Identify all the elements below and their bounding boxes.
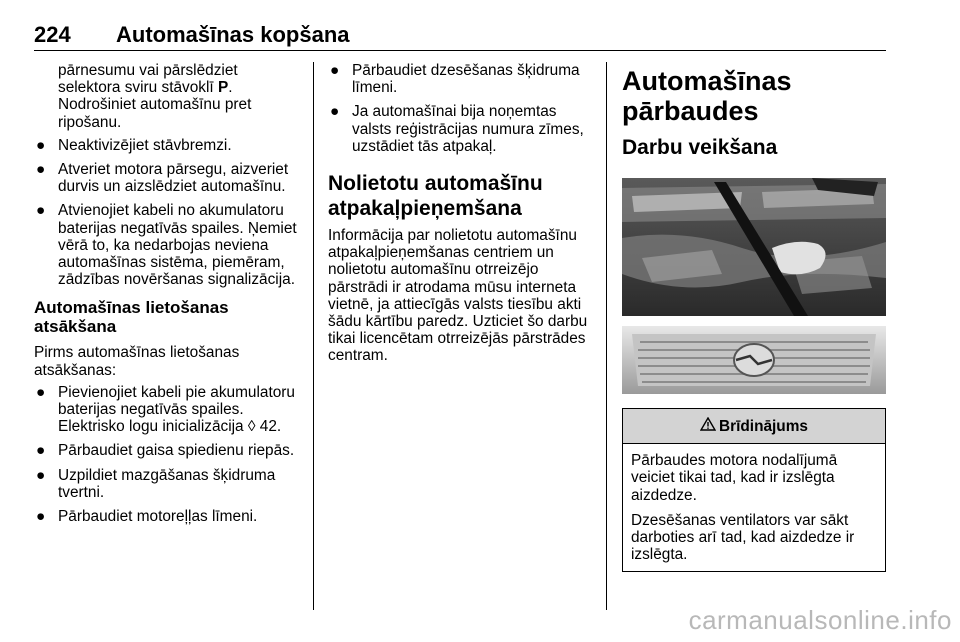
subheading-performing-work: Darbu veikšana	[622, 136, 778, 159]
list-item: ● Neaktivizējiet stāvbremzi.	[36, 136, 232, 154]
list-item: ● Pārbaudiet dzesēšanas šķidruma līmeni.	[330, 62, 580, 97]
column-divider-2	[606, 62, 607, 610]
bullet-icon: ●	[36, 466, 46, 484]
bullet-icon: ●	[330, 103, 340, 121]
section-heading-resume: Automašīnas lietošanas atsākšana	[34, 298, 229, 337]
resume-steps-list-continued	[328, 62, 596, 155]
warning-paragraph: Pārbaudes motora nodalījumā veiciet tikai tad, kad ir izslēgta aizdedze.	[631, 452, 838, 504]
cross-reference-link[interactable]: 42.	[259, 418, 282, 436]
bullet-icon: ●	[36, 136, 46, 154]
chapter-heading: Automašīnas pārbaudes	[622, 66, 792, 126]
watermark: carmanualsonline.info	[688, 605, 952, 635]
list-item: ● Atvienojiet kabeli no akumulatoru baterijas negatīvās spailes. Ņemiet vērā to, ka nedarbojas neviena automašīnas sistēma, piemēram, zādzības novēršanas signalizācija.	[36, 202, 297, 289]
bullet-icon: ●	[36, 161, 46, 179]
bullet-icon: ●	[36, 508, 46, 526]
list-item: ● Pārbaudiet gaisa spiedienu riepās.	[36, 442, 295, 460]
warning-paragraph: Dzesēšanas ventilators var sākt darboties arī tad, kad aizdedze ir izslēgta.	[631, 511, 855, 564]
warning-body	[623, 444, 885, 571]
list-item: ● Pievienojiet kabeli pie akumulatoru baterijas negatīvās spailes. Elektrisko logu inicializācija ◊ 42.	[36, 383, 295, 436]
running-title: Automašīnas kopšana	[116, 22, 350, 47]
warning-title: Brīdinājums	[719, 417, 808, 435]
warning-header	[623, 409, 885, 444]
section-heading-vehicle-return: Nolietotu automašīnu atpakaļpieņemšana	[328, 172, 543, 221]
list-item: ● Ja automašīnai bija noņemtas valsts reģistrācijas numura zīmes, uzstādiet tās atpakaļ.	[330, 103, 584, 155]
intro-paragraph: Pirms automašīnas lietošanas atsākšanas:	[34, 344, 240, 379]
list-item: ● Atveriet motora pārsegu, aizveriet durvis un aizslēdziet automašīnu.	[36, 161, 289, 196]
column-divider-1	[313, 62, 314, 610]
list-item: ● Pārbaudiet motoreļļas līmeni.	[36, 508, 258, 526]
bullet-icon: ●	[36, 442, 46, 460]
page-header	[34, 22, 886, 52]
bullet-icon: ●	[36, 202, 46, 220]
vehicle-return-paragraph: Informācija par nolietotu automašīnu atpakaļpieņemšanas centriem un nolietotu automašīnu otrreizējo pārstrādi ir atrodama mūsu interneta vietnē, ja attiecīgās valsts tiesību akti šādu kārtību paredz. Uzticiet šo darbu tikai licencētam otrreizējās pārstrādes centram.	[328, 227, 588, 365]
engine-hood-figure	[622, 178, 886, 394]
bullet-icon: ●	[330, 62, 340, 79]
page-number: 224	[34, 22, 71, 47]
cross-reference-icon: ◊	[247, 418, 256, 436]
column-3	[622, 62, 886, 572]
storage-steps-list	[34, 137, 300, 289]
column-1	[34, 62, 300, 532]
gear-position-p: P	[217, 79, 229, 97]
warning-box	[622, 408, 886, 572]
column-2	[328, 62, 596, 370]
continued-paragraph: pārnesumu vai pārslēdziet selektora sviru stāvoklī P. Nodrošiniet automašīnu pret ripošanu.	[58, 62, 252, 131]
resume-steps-list	[34, 384, 300, 525]
list-item: ● Uzpildiet mazgāšanas šķidruma tvertni.	[36, 466, 276, 501]
header-rule	[34, 50, 886, 51]
bullet-icon: ●	[36, 383, 46, 401]
warning-triangle-icon	[700, 417, 716, 435]
